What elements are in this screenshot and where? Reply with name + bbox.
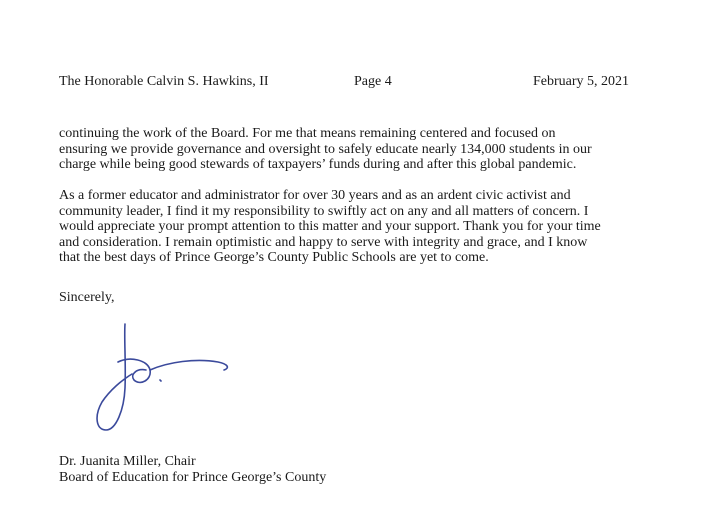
paragraph-line: charge while being good stewards of taxpayers’ funds during and after this global pandemic. (59, 157, 577, 172)
header-page-number: Page 4 (354, 74, 392, 89)
paragraph-line: community leader, I find it my responsibility to swiftly act on any and all matters of concern. I (59, 203, 589, 219)
paragraph-line: continuing the work of the Board. For me that means remaining centered and focused on (59, 126, 556, 141)
signer-organization: Board of Education for Prince George’s County (59, 469, 327, 485)
paragraph-line: As a former educator and administrator for over 30 years and as an ardent civic activist and (59, 188, 571, 203)
signer-name: Dr. Juanita Miller, Chair (59, 454, 196, 469)
letter-header (59, 73, 629, 93)
body-paragraph (59, 188, 639, 266)
letter-body (59, 126, 639, 281)
paragraph-line: would appreciate your prompt attention to this matter and your support. Thank you for your time (59, 219, 601, 234)
paragraph-line: and consideration. I remain optimistic and happy to serve with integrity and grace, and I know (59, 234, 588, 250)
closing-salutation: Sincerely, (59, 290, 115, 305)
handwritten-signature (88, 318, 248, 443)
header-date: February 5, 2021 (532, 74, 629, 89)
paragraph-line: that the best days of Prince George’s County Public Schools are yet to come. (59, 250, 489, 265)
paragraph-line: ensuring we provide governance and oversight to safely educate nearly 134,000 students in our (59, 141, 592, 157)
body-paragraph (59, 126, 639, 173)
header-addressee: The Honorable Calvin S. Hawkins, II (59, 74, 269, 89)
signer-block (59, 454, 326, 485)
